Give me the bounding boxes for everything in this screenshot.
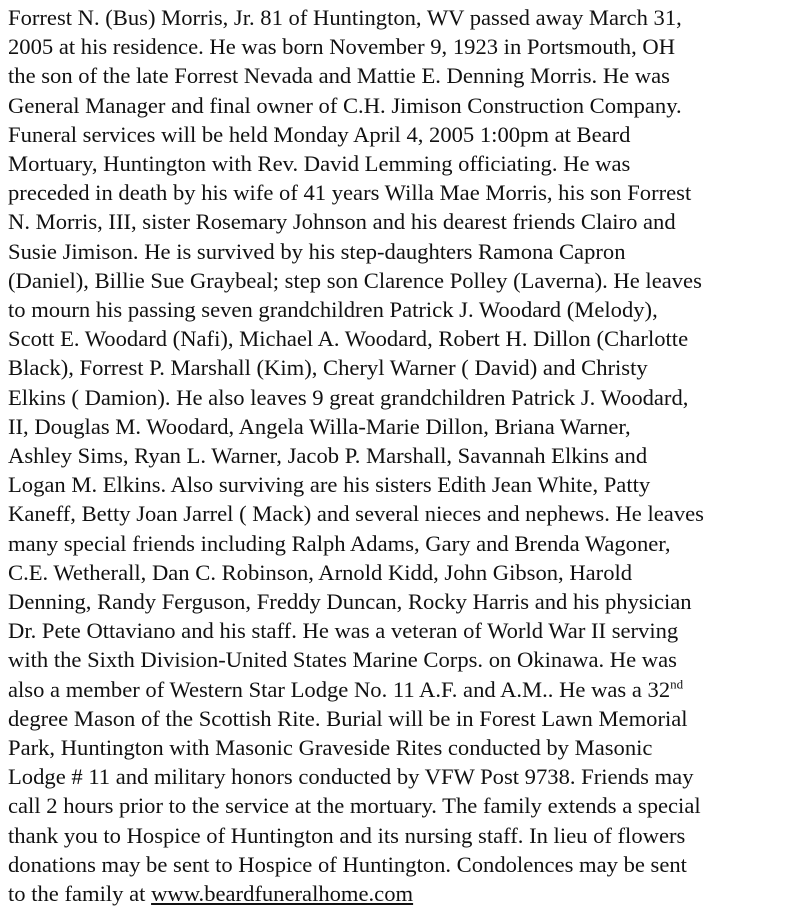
text-line: Susie Jimison. He is survived by his step-daughters Ramona Capron (8, 238, 626, 264)
text-line: degree Mason of the Scottish Rite. Burial will be in Forest Lawn Memorial (8, 705, 688, 731)
text-line: thank you to Hospice of Huntington and its nursing staff. In lieu of flowers (8, 822, 686, 848)
text-line: Elkins ( Damion). He also leaves 9 great grandchildren Patrick J. Woodard, (8, 384, 689, 410)
text-line-lodge (8, 675, 796, 704)
text-line: Mortuary, Huntington with Rev. David Lemming officiating. He was (8, 151, 631, 177)
text-line: General Manager and final owner of C.H. Jimison Construction Company. (8, 92, 682, 118)
text-line: Scott E. Woodard (Nafi), Michael A. Woodard, Robert H. Dillon (Charlotte (8, 326, 689, 352)
text-line: Park, Huntington with Masonic Graveside Rites conducted by Masonic (8, 735, 653, 761)
text-line: Ashley Sims, Ryan L. Warner, Jacob P. Marshall, Savannah Elkins and (8, 443, 648, 469)
website-link[interactable]: www.beardfuneralhome.com (151, 881, 414, 907)
text-line: the son of the late Forrest Nevada and Mattie E. Denning Morris. He was (8, 63, 670, 89)
text-line: C.E. Wetherall, Dan C. Robinson, Arnold Kidd, John Gibson, Harold (8, 559, 633, 585)
text-line: Kaneff, Betty Joan Jarrel ( Mack) and several nieces and nephews. He leaves (8, 501, 704, 527)
text-line: to mourn his passing seven grandchildren Patrick J. Woodard (Melody), (8, 297, 658, 323)
ordinal-suffix: nd (670, 676, 684, 692)
text-line: with the Sixth Division-United States Marine Corps. on Okinawa. He was (8, 647, 677, 673)
text-line: Denning, Randy Ferguson, Freddy Duncan, Rocky Harris and his physician (8, 589, 692, 615)
text-line: preceded in death by his wife of 41 years Willa Mae Morris, his son Forrest (8, 180, 692, 206)
text-line: Funeral services will be held Monday April 4, 2005 1:00pm at Beard (8, 121, 631, 147)
last-line-prefix: to the family at (8, 881, 152, 907)
obituary-text (8, 3, 796, 908)
text-line: (Daniel), Billie Sue Graybeal; step son Clarence Polley (Laverna). He leaves (8, 267, 702, 293)
text-line: Dr. Pete Ottaviano and his staff. He was a veteran of World War II serving (8, 618, 679, 644)
text-line-last (8, 879, 796, 908)
text-line: N. Morris, III, sister Rosemary Johnson and his dearest friends Clairo and (8, 209, 676, 235)
text-line: Black), Forrest P. Marshall (Kim), Cheryl Warner ( David) and Christy (8, 355, 648, 381)
text-line: Forrest N. (Bus) Morris, Jr. 81 of Huntington, WV passed away March 31, (8, 5, 682, 30)
text-line: call 2 hours prior to the service at the mortuary. The family extends a special (8, 793, 701, 819)
text-line: Logan M. Elkins. Also surviving are his sisters Edith Jean White, Patty (8, 472, 651, 498)
text-line: Lodge # 11 and military honors conducted by VFW Post 9738. Friends may (8, 764, 694, 790)
text-line: many special friends including Ralph Adams, Gary and Brenda Wagoner, (8, 530, 671, 556)
text-line: donations may be sent to Hospice of Huntington. Condolences may be sent (8, 851, 687, 877)
lodge-text: also a member of Western Star Lodge No. 11 A.F. and A.M.. He was a 32 (8, 676, 671, 702)
text-line: II, Douglas M. Woodard, Angela Willa-Marie Dillon, Briana Warner, (8, 413, 631, 439)
text-line: 2005 at his residence. He was born November 9, 1923 in Portsmouth, OH (8, 34, 676, 60)
